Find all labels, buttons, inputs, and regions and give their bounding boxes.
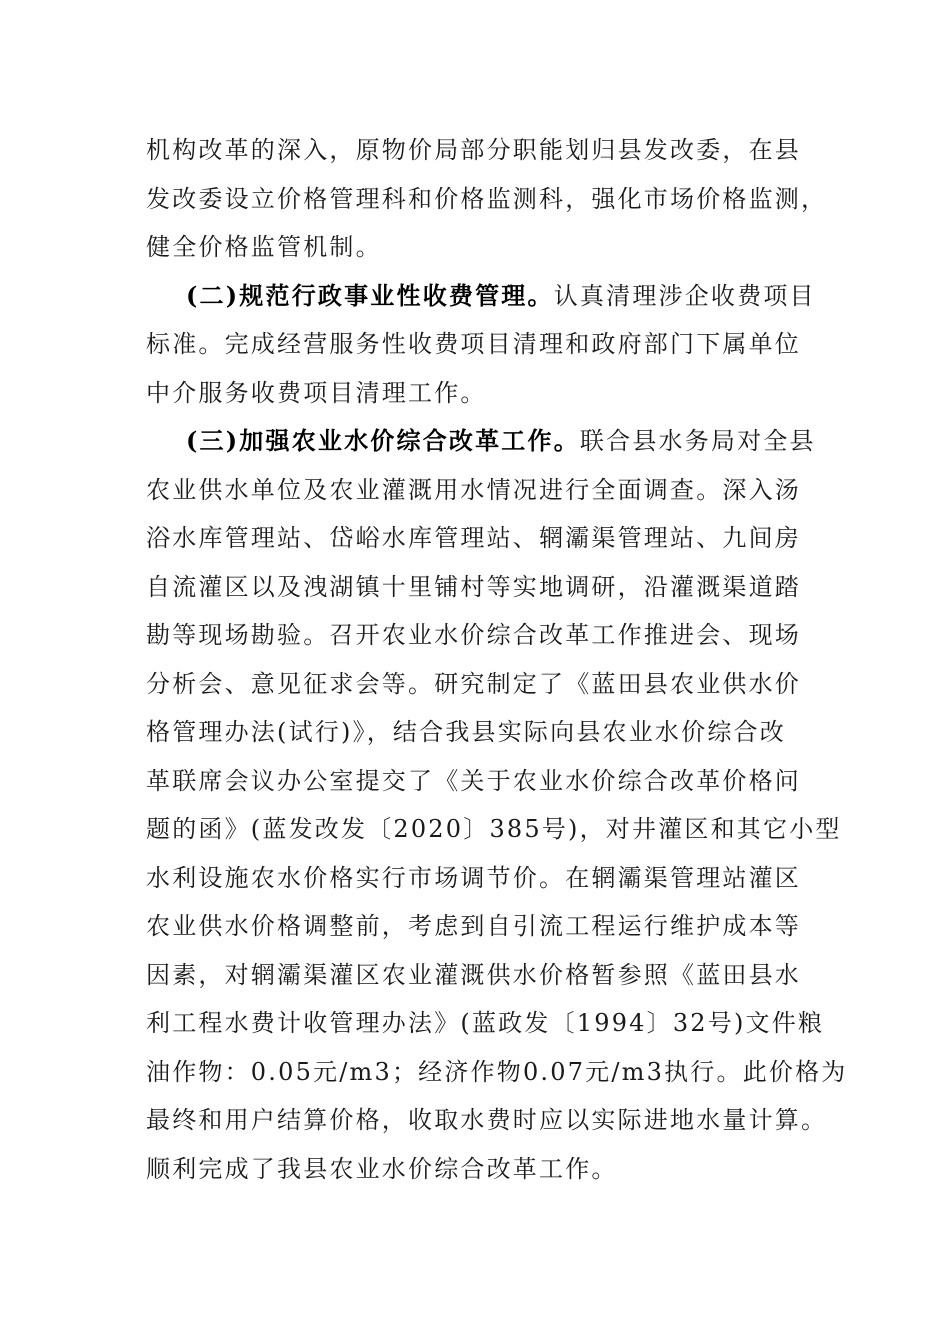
body-line: 水利设施农水价格实行市场调节价。在辋灞渠管理站灌区	[146, 863, 801, 892]
section-line	[146, 417, 816, 466]
body-line: 最终和用户结算价格，收取水费时应以实际进地水量计算。	[146, 1106, 828, 1134]
section-line	[146, 272, 816, 321]
body-line: 利工程水费计收管理办法》(蓝政发〔1994〕32号)文件粮	[146, 1009, 825, 1037]
body-line: 自流灌区以及洩湖镇十里铺村等实地调研，沿灌溉渠道踏	[146, 572, 801, 601]
document-body	[146, 126, 848, 1193]
body-line: 农业供水价格调整前，考虑到自引流工程运行维护成本等	[146, 912, 801, 940]
body-line: 分析会、意见征求会等。研究制定了《蓝田县农业供水价	[146, 669, 801, 698]
body-line: 革联席会议办公室提交了《关于农业水价综合改革价格问	[146, 766, 801, 795]
body-line: 浴水库管理站、岱峪水库管理站、辋灞渠管理站、九间房	[146, 524, 801, 552]
section-text: 认真清理涉企收费项目	[553, 281, 816, 310]
section-heading-2: (二)规范行政事业性收费管理。	[186, 280, 554, 310]
body-line: 因素，对辋灞渠灌区农业灌溉供水价格暂参照《蓝田县水	[146, 960, 801, 989]
body-line: 格管理办法(试行)》，结合我县实际向县农业水价综合改	[146, 718, 786, 746]
body-line: 机构改革的深入，原物价局部分职能划归县发改委，在县	[146, 136, 801, 164]
body-line: 发改委设立价格管理科和价格监测科，强化市场价格监测，	[146, 184, 828, 213]
body-line: 勘等现场勘验。召开农业水价综合改革工作推进会、现场	[146, 621, 801, 649]
body-line: 健全价格监管机制。	[146, 233, 382, 261]
body-line: 农业供水单位及农业灌溉用水情况进行全面调查。深入汤	[146, 475, 801, 504]
body-line: 标准。完成经营服务性收费项目清理和政府部门下属单位	[146, 330, 801, 358]
body-line: 油作物：0.05元/m3；经济作物0.07元/m3执行。此价格为	[146, 1057, 848, 1086]
body-line: 题的函》(蓝发改发〔2020〕385号)，对井灌区和其它小型	[146, 815, 842, 843]
body-line: 顺利完成了我县农业水价综合改革工作。	[146, 1154, 618, 1183]
body-line: 中介服务收费项目清理工作。	[146, 378, 487, 407]
section-text: 联合县水务局对全县	[579, 427, 816, 455]
section-heading-3: (三)加强农业水价综合改革工作。	[186, 426, 580, 455]
